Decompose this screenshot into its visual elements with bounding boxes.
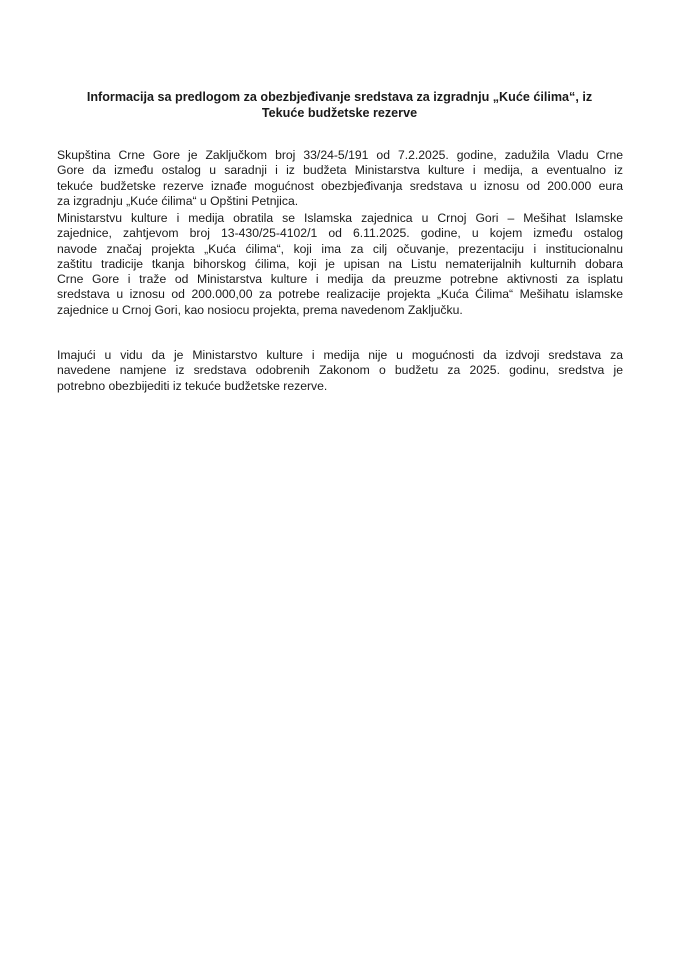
text-line: Gore da između ostalog u saradnji i iz budžeta Ministarstva kulture i medija, a eventualno iz [57,163,623,178]
document-title [40,90,639,121]
text-line: potrebno obezbijediti iz tekuće budžetske rezerve. [57,378,328,393]
text-line: sredstava u iznosu od 200.000,00 za potrebe realizacije projekta „Kuća Ćilima“ Mešihatu islamske [57,287,623,302]
text-line: navedene namjene iz sredstava odobrenih Zakonom o budžetu za 2025. godinu, sredstva je [57,363,623,378]
paragraph-3 [57,348,623,394]
text-line: Ministarstvu kulture i medija obratila se Islamska zajednica u Crnoj Gori – Mešihat Islamske [57,211,623,225]
text-line: za izgradnju „Kuće ćilima“ u Opštini Petnjica. [57,193,299,208]
text-line: zajednice, zahtjevom broj 13-430/25-4102/1 od 6.11.2025. godine, u kojem između ostalog [57,226,623,241]
text-line: navode značaj projekta „Kuća ćilima“, koji ima za cilj očuvanje, prezentaciju i institucionalnu [57,241,623,256]
text-line: zajednice u Crnoj Gori, kao nosiocu projekta, prema navedenom Zaključku. [57,302,463,317]
text-line: Skupština Crne Gore je Zaključkom broj 33/24-5/191 od 7.2.2025. godine, zadužila Vladu Crne [57,148,623,162]
title-line: Informacija sa predlogom za obezbjeđivanje sredstava za izgradnju „Kuće ćilima“, iz [86,90,593,104]
paragraph-2 [57,211,623,318]
text-line: zaštitu tradicije tkanja bihorskog ćilima, koji je upisan na Listu nematerijalnih kulturnih dobara [57,256,623,271]
paragraph-1 [57,148,623,209]
text-line: tekuće budžetske rezerve iznađe mogućnost obezbjeđivanja sredstava u iznosu od 200.000 eura [57,178,623,193]
title-line: Tekuće budžetske rezerve [261,105,418,120]
text-line: Imajući u vidu da je Ministarstvo kulture i medija nije u mogućnosti da izdvoji sredstava za [57,348,623,362]
text-line: Crne Gore i traže od Ministarstva kulture i medija da preuzme potrebne aktivnosti za isplatu [57,272,623,287]
